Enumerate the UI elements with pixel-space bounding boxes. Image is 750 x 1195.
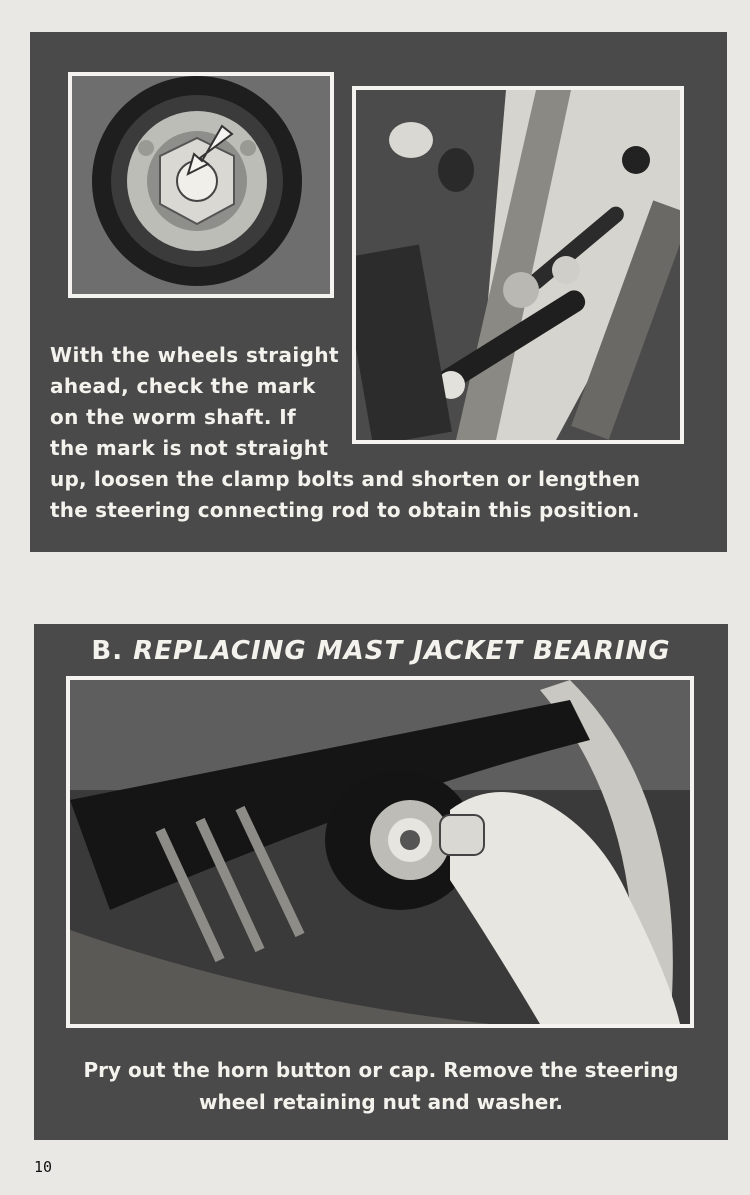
caption-line: the steering connecting rod to obtain this position. <box>50 498 640 522</box>
section-title: REPLACING MAST JACKET BEARING <box>133 636 671 666</box>
worm-shaft-caption <box>50 340 350 464</box>
section-letter: B. <box>91 636 124 666</box>
steering-linkage-photo <box>352 86 684 444</box>
caption-line: up, loosen the clamp bolts and shorten or lengthen <box>50 467 641 491</box>
caption-line: ahead, check the mark <box>50 374 316 398</box>
caption-line: Pry out the horn button or cap. Remove the steering <box>83 1058 679 1082</box>
worm-shaft-panel <box>30 32 727 552</box>
caption-line: With the wheels straight <box>50 343 339 367</box>
caption-line: on the worm shaft. If <box>50 405 297 429</box>
horn-button-caption <box>44 1054 718 1118</box>
mast-jacket-panel <box>34 624 728 1140</box>
horn-button-photo <box>66 676 694 1028</box>
section-heading <box>34 636 728 666</box>
caption-line: wheel retaining nut and washer. <box>199 1090 563 1114</box>
caption-line: the mark is not straight <box>50 436 329 460</box>
worm-shaft-caption-continued <box>50 464 710 526</box>
worm-shaft-photo <box>68 72 334 298</box>
page-number: 10 <box>34 1158 53 1176</box>
